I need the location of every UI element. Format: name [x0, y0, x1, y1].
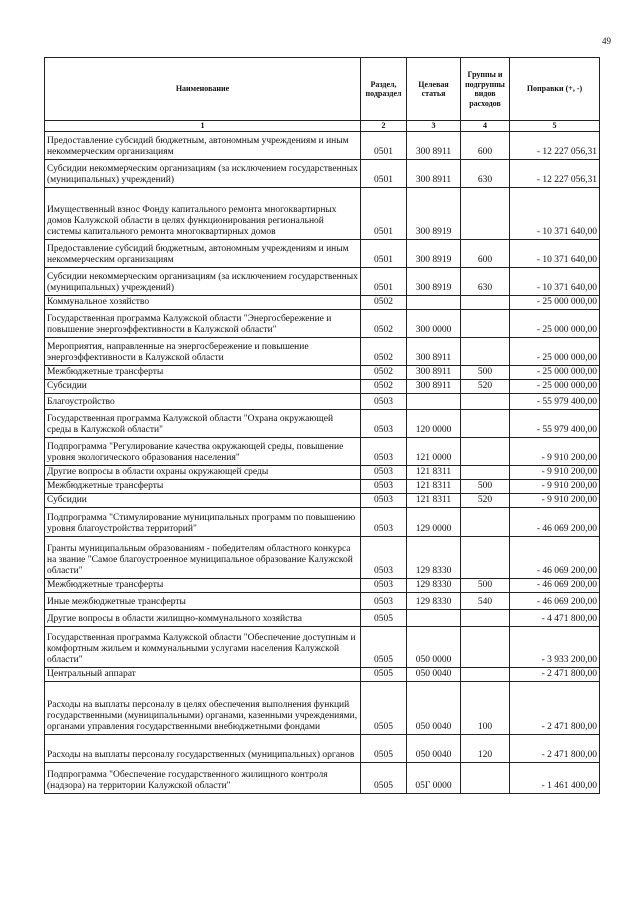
table-row [45, 239, 600, 267]
column-number-row [45, 121, 600, 132]
table-header-row [45, 58, 600, 121]
row-name-cell: Субсидии [45, 379, 361, 393]
row-article-cell: 300 8911 [407, 365, 461, 379]
row-group-cell: 540 [461, 592, 510, 609]
row-group-cell: 100 [461, 681, 510, 734]
row-group-cell: 630 [461, 159, 510, 187]
row-article-cell: 300 8919 [407, 239, 461, 267]
row-group-cell [461, 337, 510, 365]
row-article-cell: 129 0000 [407, 507, 461, 536]
row-group-cell: 520 [461, 379, 510, 393]
row-group-cell [461, 536, 510, 578]
row-amount-cell: - 12 227 056,31 [510, 131, 600, 159]
row-name-cell: Расходы на выплаты персоналу государственных (муниципальных) органов [45, 734, 361, 762]
row-section-cell: 0502 [361, 379, 407, 393]
row-section-cell: 0505 [361, 762, 407, 793]
row-section-cell: 0503 [361, 507, 407, 536]
row-group-cell [461, 465, 510, 479]
row-group-cell: 500 [461, 578, 510, 592]
row-amount-cell: - 25 000 000,00 [510, 365, 600, 379]
row-group-cell [461, 762, 510, 793]
row-name-cell: Субсидии [45, 493, 361, 507]
row-amount-cell: - 55 979 400,00 [510, 409, 600, 437]
row-article-cell [407, 295, 461, 309]
row-article-cell: 300 8911 [407, 379, 461, 393]
row-group-cell [461, 609, 510, 626]
header-name: Наименование [45, 58, 361, 121]
row-article-cell: 050 0040 [407, 681, 461, 734]
row-name-cell: Государственная программа Калужской области "Обеспечение доступным и комфортным жильем и коммунальными услугами населения Калужской области" [45, 626, 361, 667]
table-row [45, 437, 600, 465]
row-group-cell: 500 [461, 479, 510, 493]
header-amendments: Поправки (+, -) [510, 58, 600, 121]
row-group-cell [461, 295, 510, 309]
row-article-cell: 129 8330 [407, 578, 461, 592]
row-section-cell: 0501 [361, 159, 407, 187]
column-number: 4 [461, 121, 510, 132]
row-amount-cell: - 9 910 200,00 [510, 465, 600, 479]
row-group-cell: 520 [461, 493, 510, 507]
row-article-cell: 050 0040 [407, 734, 461, 762]
row-group-cell: 630 [461, 267, 510, 295]
table-row [45, 734, 600, 762]
row-article-cell: 050 0040 [407, 667, 461, 681]
row-amount-cell: - 10 371 640,00 [510, 239, 600, 267]
budget-amendments-table [44, 57, 600, 794]
header-section: Раздел, подраздел [361, 58, 407, 121]
row-name-cell: Межбюджетные трансферты [45, 479, 361, 493]
row-section-cell: 0503 [361, 592, 407, 609]
header-target-article: Целевая статья [407, 58, 461, 121]
row-section-cell: 0503 [361, 437, 407, 465]
row-section-cell: 0505 [361, 626, 407, 667]
header-expense-groups: Группы и подгруппы видов расходов [461, 58, 510, 121]
row-name-cell: Межбюджетные трансферты [45, 578, 361, 592]
column-number: 2 [361, 121, 407, 132]
row-section-cell: 0502 [361, 365, 407, 379]
row-amount-cell: - 25 000 000,00 [510, 379, 600, 393]
row-article-cell: 300 8919 [407, 187, 461, 239]
row-group-cell [461, 507, 510, 536]
row-name-cell: Имущественный взнос Фонду капитального ремонта многоквартирных домов Калужской области в целях функционирования региональной системы капитального ремонта многоквартирных домов [45, 187, 361, 239]
row-amount-cell: - 9 910 200,00 [510, 479, 600, 493]
row-group-cell: 600 [461, 239, 510, 267]
table-row [45, 762, 600, 793]
row-name-cell: Другие вопросы в области жилищно-коммунального хозяйства [45, 609, 361, 626]
row-group-cell [461, 393, 510, 409]
row-section-cell: 0505 [361, 734, 407, 762]
row-amount-cell: - 46 069 200,00 [510, 507, 600, 536]
row-article-cell: 121 8311 [407, 493, 461, 507]
table-row [45, 493, 600, 507]
table-row [45, 295, 600, 309]
row-amount-cell: - 2 471 800,00 [510, 681, 600, 734]
column-number: 1 [45, 121, 361, 132]
row-article-cell: 121 8311 [407, 479, 461, 493]
column-number: 3 [407, 121, 461, 132]
row-section-cell: 0501 [361, 187, 407, 239]
table-body [45, 131, 600, 793]
row-article-cell [407, 393, 461, 409]
row-group-cell: 500 [461, 365, 510, 379]
row-group-cell [461, 437, 510, 465]
row-name-cell: Государственная программа Калужской области "Охрана окружающей среды в Калужской области" [45, 409, 361, 437]
table-row [45, 409, 600, 437]
row-amount-cell: - 46 069 200,00 [510, 536, 600, 578]
row-section-cell: 0501 [361, 267, 407, 295]
column-number: 5 [510, 121, 600, 132]
row-group-cell [461, 309, 510, 337]
row-amount-cell: - 2 471 800,00 [510, 667, 600, 681]
row-article-cell: 050 0000 [407, 626, 461, 667]
row-section-cell: 0505 [361, 681, 407, 734]
row-name-cell: Другие вопросы в области охраны окружающей среды [45, 465, 361, 479]
table-row [45, 536, 600, 578]
row-article-cell: 05Г 0000 [407, 762, 461, 793]
table-row [45, 159, 600, 187]
row-name-cell: Подпрограмма "Обеспечение государственного жилищного контроля (надзора) на территории Калужской области" [45, 762, 361, 793]
row-article-cell: 120 0000 [407, 409, 461, 437]
row-section-cell: 0503 [361, 578, 407, 592]
row-amount-cell: - 25 000 000,00 [510, 337, 600, 365]
row-amount-cell: - 25 000 000,00 [510, 295, 600, 309]
row-article-cell: 300 8911 [407, 159, 461, 187]
table-row [45, 337, 600, 365]
row-article-cell [407, 609, 461, 626]
row-section-cell: 0503 [361, 409, 407, 437]
row-name-cell: Центральный аппарат [45, 667, 361, 681]
row-section-cell: 0501 [361, 239, 407, 267]
row-article-cell: 121 8311 [407, 465, 461, 479]
table-row [45, 379, 600, 393]
row-name-cell: Гранты муниципальным образованиям - победителям областного конкурса на звание "Самое благоустроенное муниципальное образование Калужской области" [45, 536, 361, 578]
table-row [45, 609, 600, 626]
row-section-cell: 0503 [361, 465, 407, 479]
row-article-cell: 300 8919 [407, 267, 461, 295]
page-number: 49 [602, 36, 611, 46]
row-amount-cell: - 46 069 200,00 [510, 592, 600, 609]
row-group-cell [461, 667, 510, 681]
row-section-cell: 0502 [361, 295, 407, 309]
table-row [45, 393, 600, 409]
row-article-cell: 129 8330 [407, 592, 461, 609]
row-article-cell: 129 8330 [407, 536, 461, 578]
row-name-cell: Предоставление субсидий бюджетным, автономным учреждениям и иным некоммерческим организациям [45, 239, 361, 267]
row-group-cell [461, 409, 510, 437]
row-section-cell: 0503 [361, 536, 407, 578]
row-name-cell: Коммунальное хозяйство [45, 295, 361, 309]
row-amount-cell: - 25 000 000,00 [510, 309, 600, 337]
row-section-cell: 0503 [361, 493, 407, 507]
row-amount-cell: - 46 069 200,00 [510, 578, 600, 592]
table-row [45, 626, 600, 667]
row-name-cell: Межбюджетные трансферты [45, 365, 361, 379]
table-row [45, 187, 600, 239]
table-row [45, 309, 600, 337]
row-section-cell: 0503 [361, 393, 407, 409]
row-section-cell: 0502 [361, 337, 407, 365]
row-group-cell [461, 626, 510, 667]
row-amount-cell: - 3 933 200,00 [510, 626, 600, 667]
row-group-cell: 600 [461, 131, 510, 159]
row-article-cell: 300 8911 [407, 337, 461, 365]
table-row [45, 578, 600, 592]
row-amount-cell: - 12 227 056,31 [510, 159, 600, 187]
row-name-cell: Государственная программа Калужской области "Энергосбережение и повышение энергоэффективности в Калужской области" [45, 309, 361, 337]
row-section-cell: 0503 [361, 479, 407, 493]
table-row [45, 267, 600, 295]
table-row [45, 592, 600, 609]
row-amount-cell: - 9 910 200,00 [510, 437, 600, 465]
table-row [45, 465, 600, 479]
table-row [45, 131, 600, 159]
row-name-cell: Иные межбюджетные трансферты [45, 592, 361, 609]
row-name-cell: Расходы на выплаты персоналу в целях обеспечения выполнения функций государственными (муниципальными) органами, казенными учреждениями, органами управления государственными внебюджетными фондами [45, 681, 361, 734]
row-amount-cell: - 4 471 800,00 [510, 609, 600, 626]
table-row [45, 479, 600, 493]
row-group-cell [461, 187, 510, 239]
row-amount-cell: - 1 461 400,00 [510, 762, 600, 793]
row-section-cell: 0505 [361, 667, 407, 681]
row-article-cell: 300 8911 [407, 131, 461, 159]
row-amount-cell: - 2 471 800,00 [510, 734, 600, 762]
row-name-cell: Подпрограмма "Регулирование качества окружающей среды, повышение уровня экологического образования населения" [45, 437, 361, 465]
row-name-cell: Субсидии некоммерческим организациям (за исключением государственных (муниципальных) учреждений) [45, 267, 361, 295]
row-section-cell: 0505 [361, 609, 407, 626]
row-section-cell: 0501 [361, 131, 407, 159]
table-row [45, 365, 600, 379]
row-name-cell: Благоустройство [45, 393, 361, 409]
table-row [45, 667, 600, 681]
row-name-cell: Субсидии некоммерческим организациям (за исключением государственных (муниципальных) учреждений) [45, 159, 361, 187]
table-row [45, 507, 600, 536]
row-name-cell: Мероприятия, направленные на энергосбережение и повышение энергоэффективности в Калужской области [45, 337, 361, 365]
row-section-cell: 0502 [361, 309, 407, 337]
row-amount-cell: - 9 910 200,00 [510, 493, 600, 507]
row-name-cell: Предоставление субсидий бюджетным, автономным учреждениям и иным некоммерческим организациям [45, 131, 361, 159]
row-group-cell: 120 [461, 734, 510, 762]
row-article-cell: 300 0000 [407, 309, 461, 337]
row-amount-cell: - 55 979 400,00 [510, 393, 600, 409]
row-article-cell: 121 0000 [407, 437, 461, 465]
row-amount-cell: - 10 371 640,00 [510, 187, 600, 239]
row-name-cell: Подпрограмма "Стимулирование муниципальных программ по повышению уровня благоустройства территорий" [45, 507, 361, 536]
row-amount-cell: - 10 371 640,00 [510, 267, 600, 295]
table-row [45, 681, 600, 734]
